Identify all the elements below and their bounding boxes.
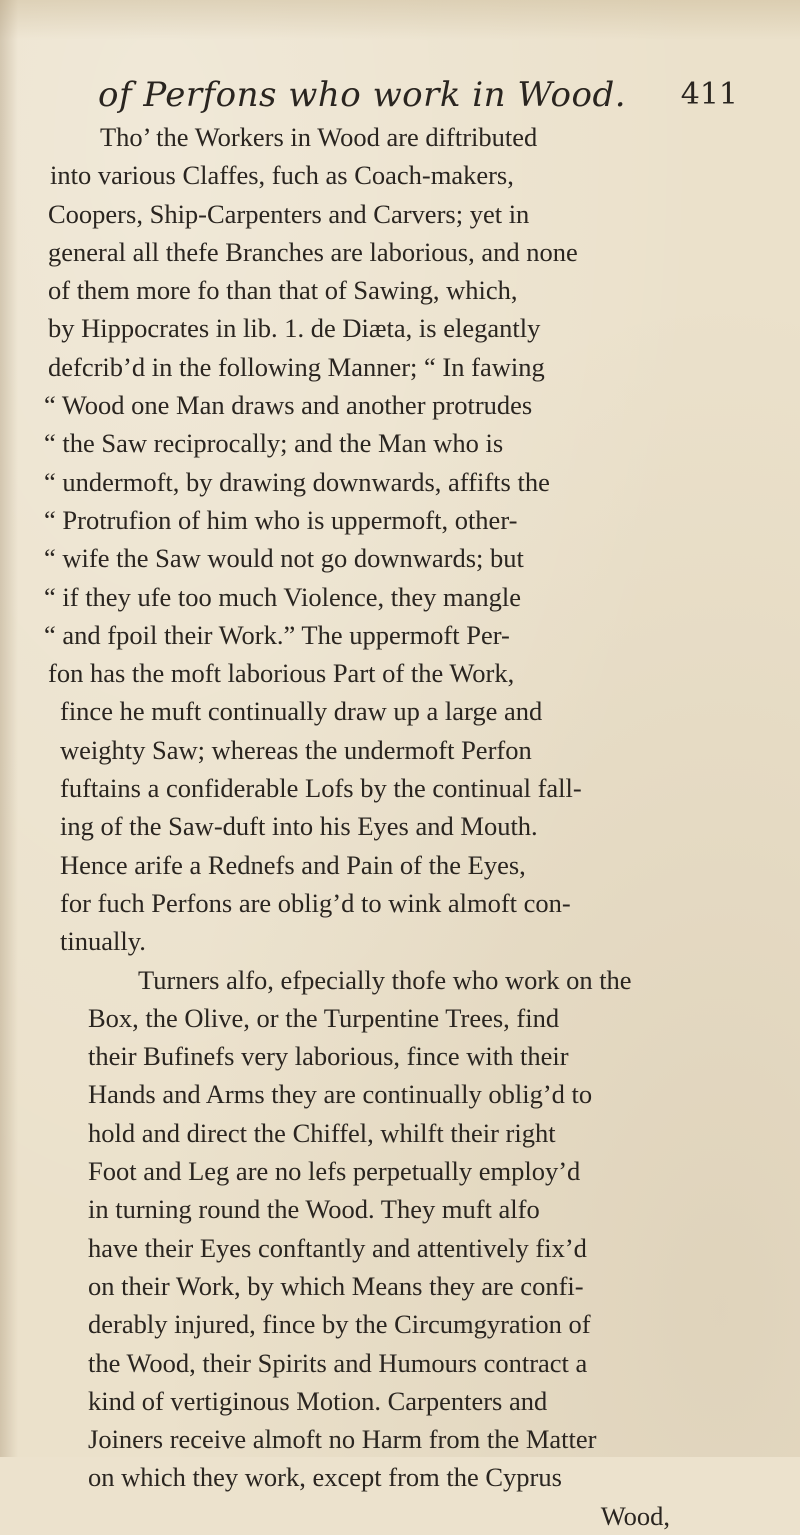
text-line: hold and direct the Chiffel, whilft their right — [88, 1117, 556, 1148]
text-line: weighty Saw; whereas the undermoft Perfon — [60, 734, 532, 765]
text-line: “ Protrufion of him who is uppermoft, other- — [44, 504, 518, 535]
paragraph-1 — [40, 118, 760, 961]
paragraph-2 — [40, 961, 760, 1497]
text-line: fon has the moft laborious Part of the Work, — [48, 658, 515, 689]
text-line: derably injured, fince by the Circumgyration of — [88, 1309, 591, 1340]
text-line: “ if they ufe too much Violence, they mangle — [44, 581, 521, 612]
page-gutter-shading — [0, 0, 18, 1457]
text-line: in turning round the Wood. They muft alfo — [88, 1194, 540, 1225]
text-line: on their Work, by which Means they are confi- — [88, 1270, 584, 1301]
text-line: “ wife the Saw would not go downwards; but — [44, 543, 524, 574]
running-head: of Perfons who work in Wood. — [98, 75, 627, 115]
text-line: the Wood, their Spirits and Humours contract a — [88, 1347, 588, 1378]
text-line: Foot and Leg are no lefs perpetually employ’d — [88, 1156, 581, 1187]
page-number: 411 — [680, 77, 738, 112]
text-line: “ and fpoil their Work.” The uppermoft Per- — [44, 619, 510, 650]
catchword: Wood, — [600, 1500, 670, 1531]
text-line: Hands and Arms they are continually oblig’d to — [88, 1079, 593, 1110]
text-line: fuftains a confiderable Lofs by the continual fall- — [60, 773, 582, 804]
text-line: “ Wood one Man draws and another protrudes — [44, 390, 533, 421]
text-line: have their Eyes conftantly and attentively fix’d — [88, 1232, 587, 1263]
text-line: by Hippocrates in lib. 1. de Diæta, is elegantly — [48, 313, 541, 344]
text-line: into various Claffes, fuch as Coach-makers, — [50, 160, 514, 191]
text-line: on which they work, except from the Cyprus — [88, 1462, 562, 1493]
text-line: Joiners receive almoft no Harm from the Matter — [88, 1424, 597, 1455]
text-line: Coopers, Ship-Carpenters and Carvers; yet in — [48, 198, 530, 229]
page-header — [98, 72, 738, 118]
text-line: kind of vertiginous Motion. Carpenters and — [88, 1385, 548, 1416]
text-line: defcrib’d in the following Manner; “ In fawing — [48, 351, 545, 382]
text-line: Box, the Olive, or the Turpentine Trees, find — [88, 1002, 560, 1033]
text-line: Turners alfo, efpecially thofe who work on the — [138, 964, 632, 995]
page-top-shading — [0, 0, 800, 40]
body-text — [40, 118, 760, 1531]
text-line: “ undermoft, by drawing downwards, affifts the — [44, 466, 550, 497]
text-line: their Bufinefs very laborious, fince with their — [88, 1041, 569, 1072]
text-line: “ the Saw reciprocally; and the Man who is — [44, 428, 504, 459]
text-line: for fuch Perfons are oblig’d to wink almoft con- — [60, 887, 571, 918]
text-line: of them more fo than that of Sawing, which, — [48, 275, 518, 306]
text-line: fince he muft continually draw up a large and — [60, 696, 543, 727]
text-line: general all thefe Branches are laborious, and none — [48, 236, 578, 267]
text-line: Tho’ the Workers in Wood are diftributed — [100, 122, 538, 152]
text-line: Hence arife a Rednefs and Pain of the Eyes, — [60, 849, 526, 880]
text-line: tinually. — [60, 926, 146, 957]
text-line: ing of the Saw-duft into his Eyes and Mouth. — [60, 811, 538, 842]
